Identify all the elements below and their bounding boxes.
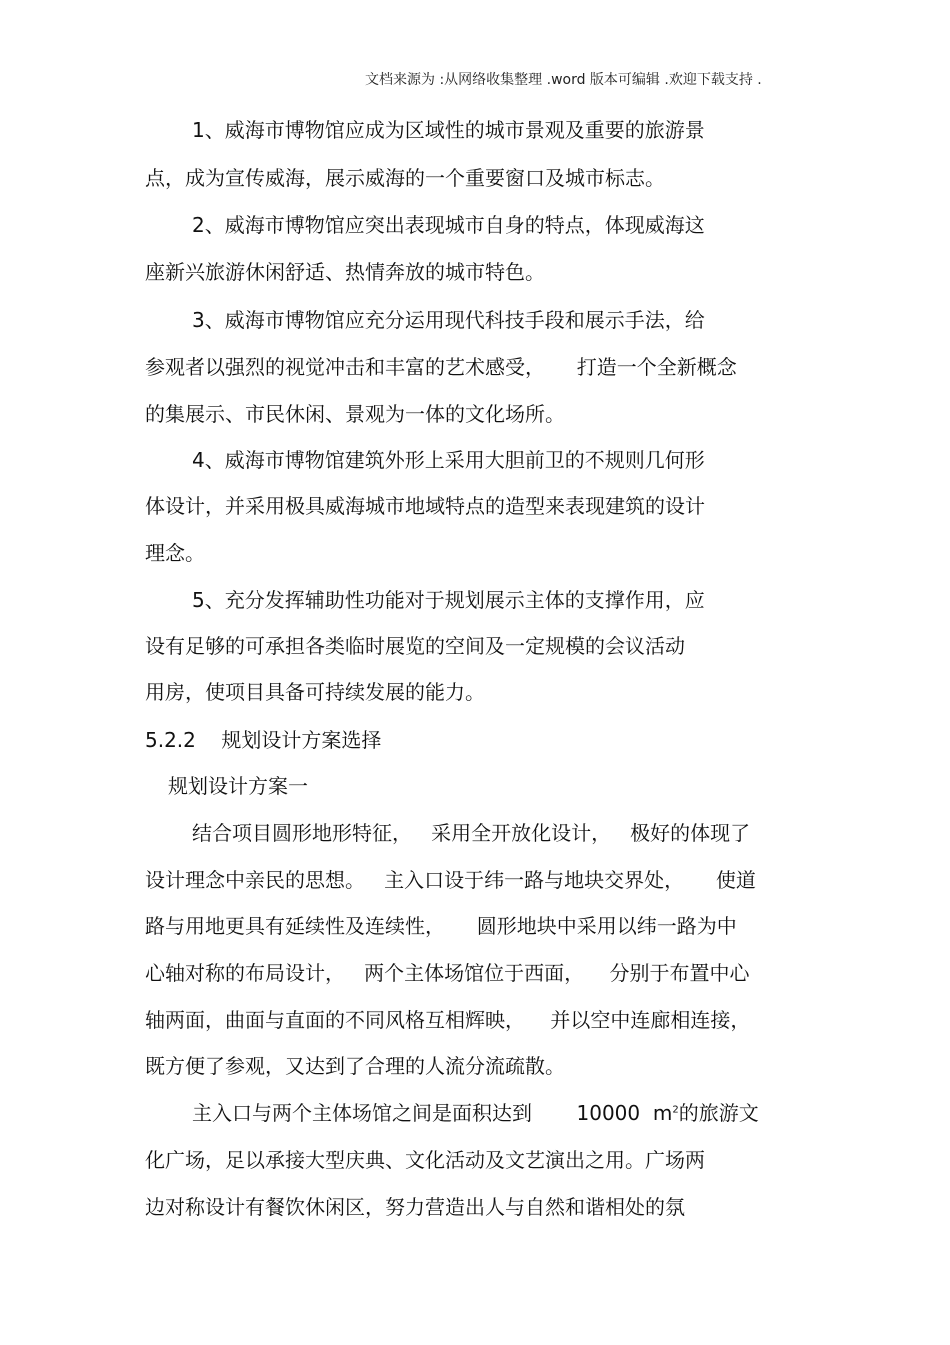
paragraph-line-7: 的集展示、市民休闲、景观为一体的文化场所。 [145, 402, 565, 426]
paragraph-line-2: 点，成为宣传威海，展示威海的一个重要窗口及城市标志。 [145, 166, 665, 190]
paragraph-line-3: 2、威海市博物馆应突出表现城市自身的特点，体现威海这 [192, 213, 705, 237]
paragraph-line-11: 5、充分发挥辅助性功能对于规划展示主体的支撑作用，应 [192, 588, 705, 612]
paragraph-line-4: 座新兴旅游休闲舒适、热情奔放的城市特色。 [145, 260, 545, 284]
paragraph-line-13: 用房，使项目具备可持续发展的能力。 [145, 680, 485, 704]
section-heading: 5.2.2 规划设计方案选择 [145, 728, 382, 752]
paragraph-line-22-start: 主入口与两个主体场馆之间是面积达到 10000 m [192, 1101, 673, 1125]
paragraph-line-1: 1、威海市博物馆应成为区域性的城市景观及重要的旅游景 [192, 118, 705, 142]
paragraph-line-24: 边对称设计有餐饮休闲区，努力营造出人与自然和谐相处的氛 [145, 1195, 685, 1219]
page-header: 文档来源为 :从网络收集整理 .word 版本可编辑 .欢迎下载支持 . [365, 72, 762, 88]
paragraph-line-9: 体设计，并采用极具威海城市地域特点的造型来表现建筑的设计 [145, 494, 705, 518]
paragraph-line-10: 理念。 [145, 541, 205, 565]
paragraph-line-12: 设有足够的可承担各类临时展览的空间及一定规模的会议活动 [145, 634, 685, 658]
paragraph-line-20: 轴两面，曲面与直面的不同风格互相辉映， 并以空中连廊相连接， [145, 1008, 751, 1032]
paragraph-line-22-end: 的旅游文 [678, 1101, 759, 1125]
paragraph-line-17: 设计理念中亲民的思想。 主入口设于纬一路与地块交界处， 使道 [145, 868, 756, 892]
paragraph-line-8: 4、威海市博物馆建筑外形上采用大胆前卫的不规则几何形 [192, 448, 705, 472]
subsection-heading: 规划设计方案一 [168, 774, 308, 798]
paragraph-line-6: 参观者以强烈的视觉冲击和丰富的艺术感受， 打造一个全新概念 [145, 355, 737, 379]
paragraph-line-19: 心轴对称的布局设计， 两个主体场馆位于西面， 分别于布置中心 [145, 961, 750, 985]
square-superscript: 2 [672, 1104, 679, 1116]
paragraph-line-23: 化广场，足以承接大型庆典、文化活动及文艺演出之用。广场两 [145, 1148, 705, 1172]
paragraph-line-5: 3、威海市博物馆应充分运用现代科技手段和展示手法，给 [192, 308, 705, 332]
paragraph-line-21: 既方便了参观，又达到了合理的人流分流疏散。 [145, 1054, 565, 1078]
paragraph-line-16: 结合项目圆形地形特征， 采用全开放化设计， 极好的体现了 [192, 821, 751, 845]
paragraph-line-22 [192, 1099, 759, 1127]
paragraph-line-18: 路与用地更具有延续性及连续性， 圆形地块中采用以纬一路为中 [145, 914, 737, 938]
